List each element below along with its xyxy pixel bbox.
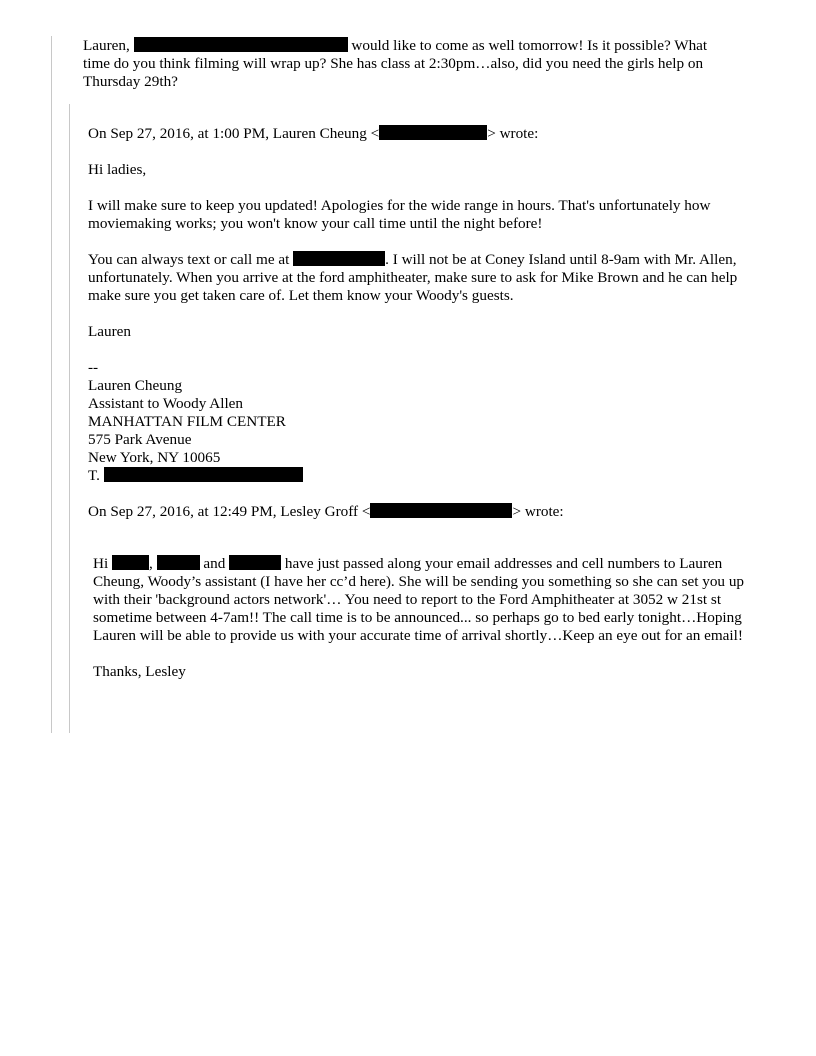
header-text: On Sep 27, 2016, at 1:00 PM, Lauren Cheung < — [88, 125, 380, 142]
reply-line-2: time do you think filming will wrap up? She has class at 2:30pm…also, did you need the girls help on — [83, 55, 704, 72]
redaction — [157, 555, 200, 570]
redaction — [293, 251, 385, 266]
quoted-email-lesley — [93, 555, 753, 681]
signature-city: New York, NY 10065 — [88, 449, 221, 466]
signature-block — [88, 359, 752, 485]
redaction — [229, 555, 281, 570]
signature-name: Lauren Cheung — [88, 377, 183, 394]
redaction — [379, 125, 487, 140]
quote-bar-inner — [69, 104, 70, 733]
signature-phone — [88, 467, 752, 485]
email-header-lesley — [88, 503, 752, 521]
signoff: Lauren — [88, 323, 132, 340]
redaction — [134, 37, 348, 52]
body-text: have just passed along your email addresses and cell numbers to Lauren Cheung, Woody’s assistant (I have her cc’d here). She will be sending you something so she can set you up with their 'background actors network'… You need to report to the Ford Amphitheater at 3052 w 21st st sometime between 4-7am!! The call time is to be announced... so perhaps go to bed early tonight…Hoping Lauren will be able to provide us with your accurate time of arrival shortly…Keep an eye out for an email! — [93, 555, 745, 644]
body-comma: , — [148, 555, 153, 572]
header-text: On Sep 27, 2016, at 12:49 PM, Lesley Groff < — [88, 503, 371, 520]
reply-line-1 — [83, 37, 783, 55]
greeting: Hi ladies, — [88, 161, 147, 178]
paragraph-2-text: . I will not be at Coney Island until 8-9am with Mr. Allen, unfortunately. When you arrive at the ford amphitheater, make sure to ask for Mike Brown and he can help make sure you get taken care of. Let them know your Woody's guests. — [88, 251, 738, 304]
redaction — [104, 467, 303, 482]
phone-label: T. — [88, 467, 100, 484]
redaction — [112, 555, 149, 570]
quoted-email-lauren — [88, 125, 752, 521]
redaction — [370, 503, 512, 518]
signature-street: 575 Park Avenue — [88, 431, 192, 448]
body-hi: Hi — [93, 555, 109, 572]
header-suffix: > wrote: — [512, 503, 564, 520]
reply-salutation: Lauren, — [83, 37, 130, 54]
reply-message — [83, 37, 783, 91]
signature-dashes: -- — [88, 359, 99, 376]
quote-bar-outer — [51, 36, 52, 733]
header-suffix: > wrote: — [487, 125, 539, 142]
paragraph-2 — [88, 251, 752, 305]
lesley-body — [93, 555, 753, 645]
paragraph-2-prefix: You can always text or call me at — [88, 251, 290, 268]
signature-org: MANHATTAN FILM CENTER — [88, 413, 286, 430]
body-and: and — [203, 555, 226, 572]
signature-title: Assistant to Woody Allen — [88, 395, 244, 412]
email-header-lauren — [88, 125, 752, 143]
reply-line-3: Thursday 29th? — [83, 73, 178, 90]
paragraph-1: I will make sure to keep you updated! Apologies for the wide range in hours. That's unfortunately how moviemaking works; you won't know your call time until the night before! — [88, 197, 711, 232]
lesley-thanks: Thanks, Lesley — [93, 663, 186, 680]
reply-line1-text: would like to come as well tomorrow! Is it possible? What — [351, 37, 708, 54]
